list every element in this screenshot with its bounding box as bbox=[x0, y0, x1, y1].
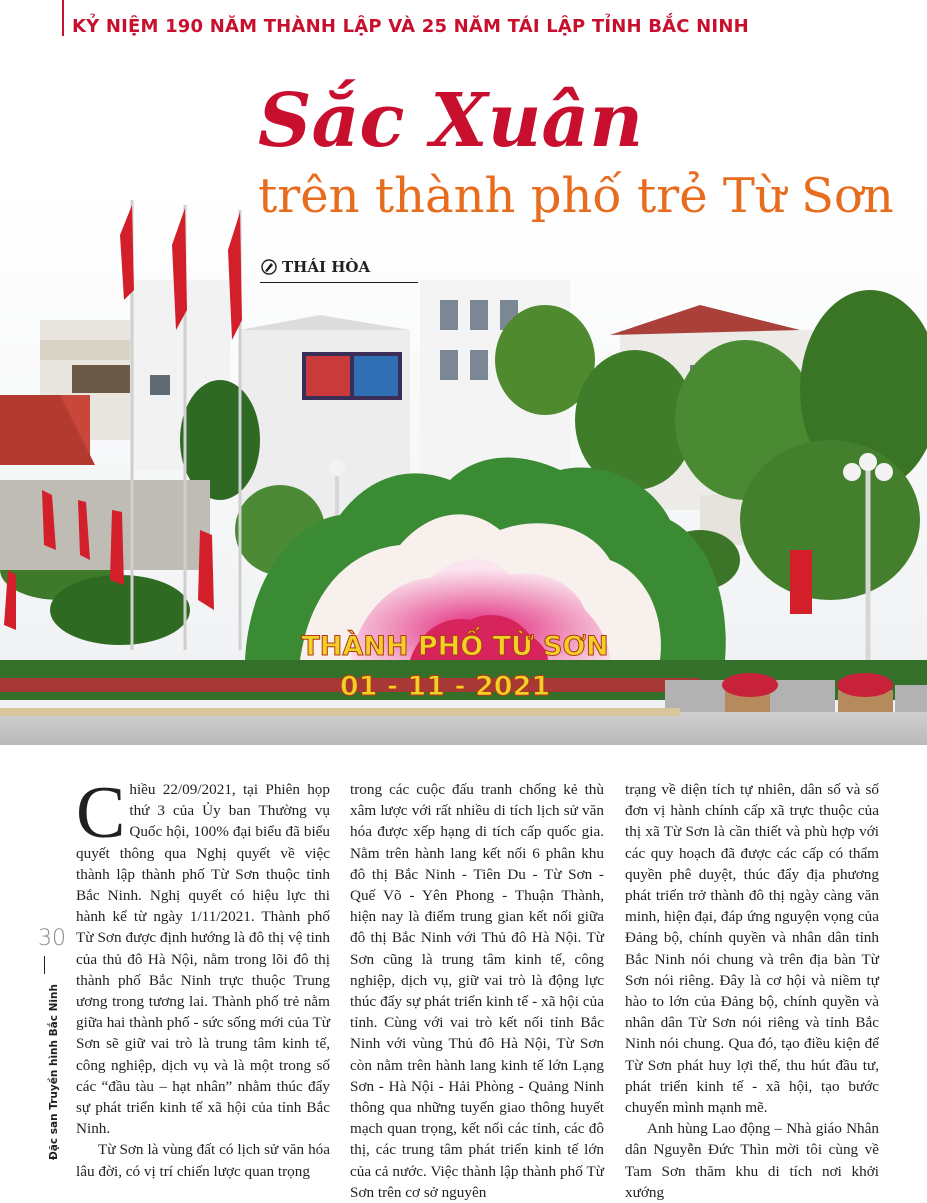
sign-line-2: 01 - 11 - 2021 bbox=[339, 671, 551, 702]
side-divider bbox=[44, 956, 45, 974]
article-subtitle: trên thành phố trẻ Từ Sơn bbox=[258, 168, 894, 224]
section-header: KỶ NIỆM 190 NĂM THÀNH LẬP VÀ 25 NĂM TÁI LẬP TỈNH BẮC NINH bbox=[72, 16, 749, 37]
paragraph: Từ Sơn là vùng đất có lịch sử văn hóa lâu đời, có vị trí chiến lược quan trọng bbox=[76, 1141, 330, 1180]
hero-photo bbox=[0, 190, 927, 745]
drop-cap: C bbox=[76, 772, 126, 854]
header-accent-bar bbox=[62, 0, 64, 36]
text-column-1 bbox=[76, 772, 330, 1182]
author-name: THÁI HÒA bbox=[282, 258, 371, 276]
paragraph: hiều 22/09/2021, tại Phiên họp thứ 3 của Ủy ban Thường vụ Quốc hội, 100% đại biểu đã biểu quyết thông qua Nghị quyết về việc thành lập thành phố Từ Sơn thuộc tỉnh Bắc Ninh. Nghị quyết có hiệu lực thi hành kể từ ngày 1/11/2021. Thành phố Từ Sơn được định hướng là đô thị vệ tinh của thủ đô Hà Nội, nằm trong lõi đô thị thành phố Bắc Ninh trực thuộc Trung ương trong tương lai. Thành phố trẻ nằm giữa hai thành phố - sức sống mới của Từ Sơn sẽ giữ vai trò là trung tâm kinh tế, công nghiệp, dịch vụ và là một trong số các “đầu tàu – hạt nhân” nhằm thúc đẩy sự phát triển kinh tế xã hội của tỉnh Bắc Ninh. bbox=[76, 781, 330, 1138]
text-column-2 bbox=[350, 779, 604, 1203]
page-number: 30 bbox=[38, 926, 66, 951]
stone-wall bbox=[0, 480, 210, 570]
paragraph: Anh hùng Lao động – Nhà giáo Nhân dân Nguyễn Đức Thìn mời tôi cùng về Tam Sơn thăm khu di tích nơi khởi xướng bbox=[625, 1120, 879, 1201]
sign-line-1: THÀNH PHỐ TỪ SƠN bbox=[301, 631, 609, 662]
article-title: Sắc Xuân bbox=[258, 78, 644, 164]
publication-name: Đặc san Truyền hình Bắc Ninh bbox=[48, 984, 60, 1160]
byline bbox=[260, 258, 418, 283]
text-column-3 bbox=[625, 779, 879, 1203]
paragraph: trong các cuộc đấu tranh chống kẻ thù xâm lược với rất nhiều di tích lịch sử văn hóa được xếp hạng di tích cấp quốc gia. Nằm trên hành lang kết nối 6 phân khu đô thị Bắc Ninh - Tiên Du - Từ Sơn - Quế Võ - Yên Phong - Thuận Thành, hiện nay là điểm trung gian kết nối giữa đô thị Bắc Ninh với Thủ đô Hà Nội. Từ Sơn cũng là trung tâm kinh tế, công nghiệp, dịch vụ, giữ vai trò là động lực thúc đẩy sự phát triển kinh tế - xã hội của tỉnh. Cùng với vai trò kết nối tỉnh Bắc Ninh với vùng Thủ đô Hà Nội, Từ Sơn còn nằm trên hành lang kinh tế lớn Lạng Sơn - Hà Nội - Hải Phòng - Quảng Ninh thông qua những tuyến giao thông huyết mạch quan trọng, kết nối các tỉnh, các đô thị, các trung tâm phát triển kinh tế lớn của cả nước. Việc thành lập thành phố Từ Sơn trên cơ sở nguyên bbox=[350, 781, 604, 1201]
pen-icon bbox=[260, 258, 278, 276]
plaza-ground bbox=[0, 712, 927, 745]
paragraph: trạng về diện tích tự nhiên, dân số và số đơn vị hành chính cấp xã trực thuộc của thị xã Từ Sơn là cần thiết và phù hợp với các quy hoạch đã được các cấp có thẩm quyền phê duyệt, thúc đẩy địa phương phát triển trở thành đô thị ngày càng văn minh, hiện đại, đáp ứng nguyện vọng của Đảng bộ, chính quyền và nhân dân tỉnh Bắc Ninh nói chung và trên địa bàn Từ Sơn nói riêng. Đây là cơ hội và niềm tự hào to lớn của Đảng bộ, chính quyền và nhân dân Từ Sơn nói riêng và tỉnh Bắc Ninh nói chung. Qua đó, tạo điều kiện để Từ Sơn phát huy lợi thế, thu hút đầu tư, phát triển kinh tế - xã hội, tạo bước chuyển mình mạnh mẽ. bbox=[625, 781, 879, 1117]
